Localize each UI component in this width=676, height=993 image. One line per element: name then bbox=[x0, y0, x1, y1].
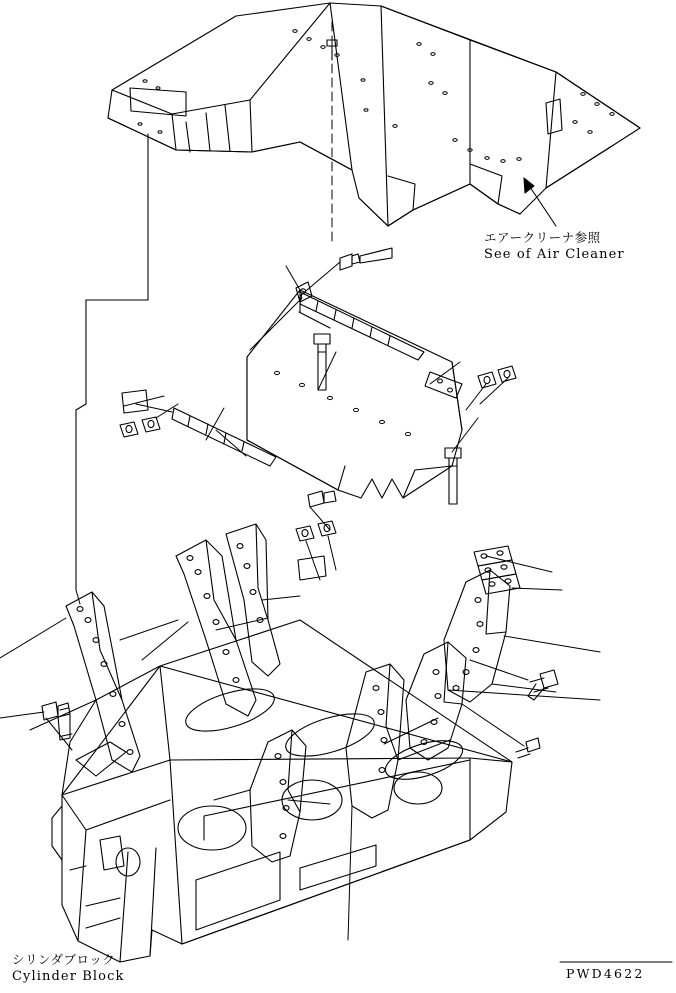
note-cylinder-block-english: Cylinder Block bbox=[12, 969, 125, 984]
washer-nut-left bbox=[120, 390, 160, 437]
bolt-lower-left bbox=[42, 702, 72, 740]
support-rod-upper bbox=[300, 293, 424, 360]
note-air-cleaner-japanese: エアークリーナ参照 bbox=[484, 230, 601, 245]
bolt-right-2 bbox=[516, 738, 540, 758]
hood-panel-outline bbox=[108, 3, 640, 226]
note-air-cleaner bbox=[484, 228, 625, 262]
left-leader-line bbox=[76, 134, 148, 590]
note-cylinder-block bbox=[12, 950, 124, 984]
drawing-number: PWD4622 bbox=[566, 966, 645, 981]
washer-nut-right bbox=[478, 366, 516, 388]
bracket-right-front bbox=[406, 642, 466, 760]
heat-shield-holes bbox=[275, 371, 411, 435]
shim-plate-stack bbox=[474, 546, 520, 594]
cylinder-block-side-detail bbox=[52, 742, 470, 930]
bracket-center bbox=[346, 664, 404, 818]
bracket-right bbox=[444, 570, 510, 702]
bolt-bottom-center bbox=[308, 491, 336, 507]
bolt-upper-right-1 bbox=[340, 248, 392, 270]
bracket-left-front-gusset bbox=[226, 524, 280, 676]
cylinder-bores bbox=[178, 680, 467, 850]
bolt-vertical-2 bbox=[445, 448, 461, 504]
note-cylinder-block-japanese: シリンダブロック bbox=[12, 952, 116, 967]
leader-lines bbox=[0, 262, 600, 940]
note-air-cleaner-english: See of Air Cleaner bbox=[484, 247, 625, 262]
cylinder-block-outline bbox=[62, 620, 512, 962]
